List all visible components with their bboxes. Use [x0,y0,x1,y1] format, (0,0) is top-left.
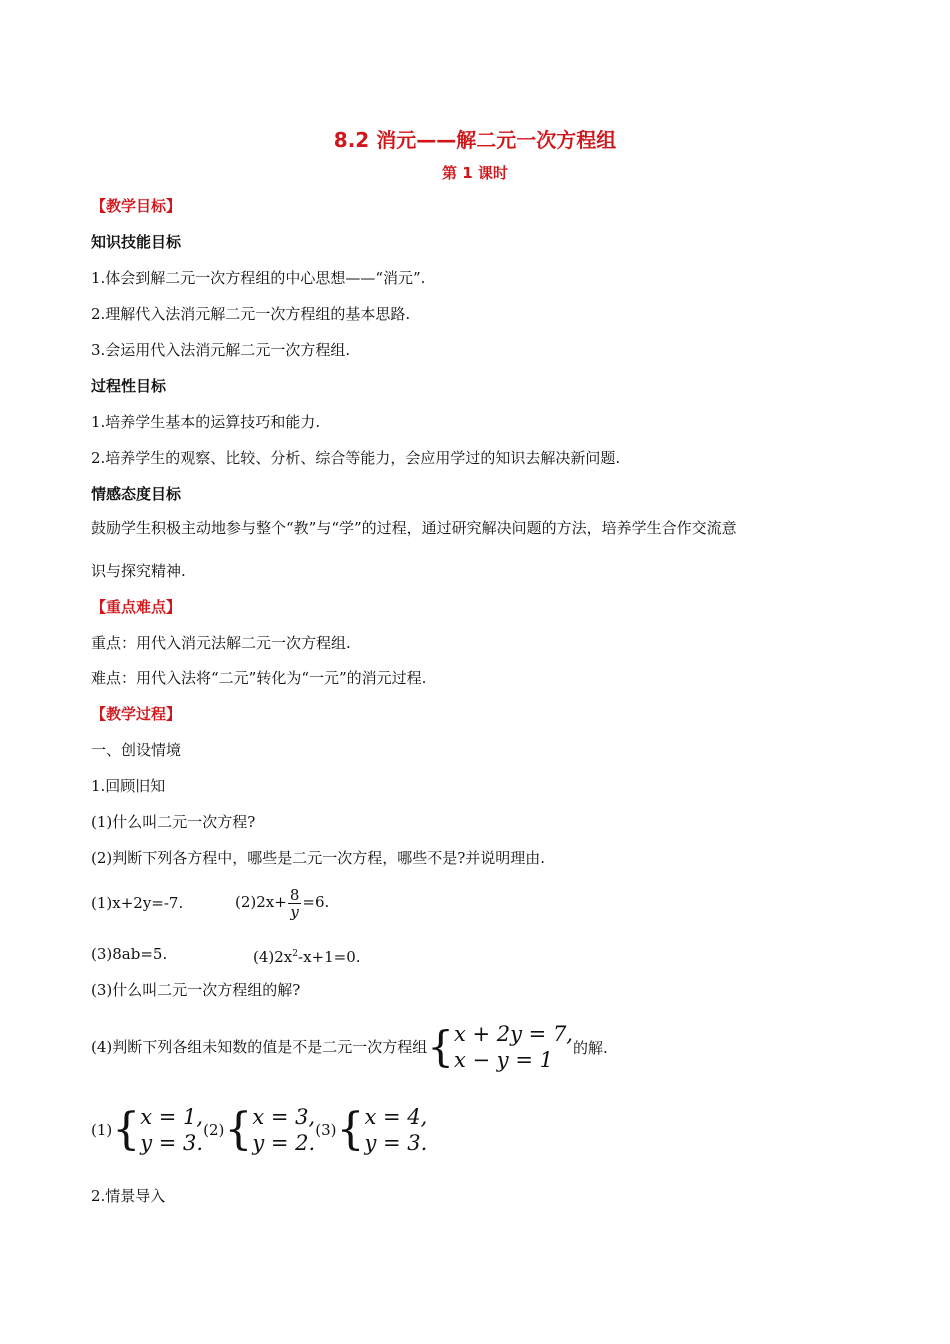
question-2: (2)判断下列各方程中，哪些是二元一次方程，哪些不是?并说明理由. [91,849,546,867]
option-label: (3) [315,1121,337,1139]
emotion-text: 识与探究精神. [91,562,186,580]
system-row: x = 3, [252,1105,316,1129]
emotion-heading: 情感态度目标 [91,485,182,503]
review-heading: 1.回顾旧知 [91,777,166,795]
section-heading-teaching-process: 【教学过程】 [91,705,182,723]
knowledge-item: 3.会运用代入法消元解二元一次方程组. [91,341,351,359]
system-row: x + 2y = 7, [453,1022,573,1046]
equation-1: (1)x+2y=-7. [91,894,184,912]
equation-2 [235,880,329,924]
equation-4-suffix: -x+1=0. [298,948,361,966]
system-rows [140,1104,203,1156]
equation-4-prefix: (4)2x [253,948,293,966]
fraction-denominator: y [290,902,299,921]
knowledge-heading: 知识技能目标 [91,233,182,251]
option-system [224,1104,315,1156]
system-row: x = 1, [140,1105,204,1129]
section-heading-teaching-goals: 【教学目标】 [91,197,182,215]
system-row: y = 2. [252,1131,316,1155]
fraction-numerator: 8 [289,885,300,904]
question-4-suffix: 的解. [572,1039,608,1057]
section-heading-key-points: 【重点难点】 [91,598,182,616]
key-point: 重点：用代入消元法解二元一次方程组. [91,634,351,652]
left-brace: { [427,1022,454,1071]
part-heading: 一、创设情境 [91,741,182,759]
process-heading: 过程性目标 [91,377,167,395]
option-label: (2) [203,1121,225,1139]
question-1: (1)什么叫二元一次方程? [91,813,256,831]
system-row: y = 3. [364,1131,428,1155]
equation-2-prefix: (2)2x+ [235,893,287,911]
equation-3: (3)8ab=5. [91,945,168,963]
lesson-subtitle: 第 1 课时 [442,164,508,182]
option-system [112,1104,203,1156]
knowledge-item: 2.理解代入法消元解二元一次方程组的基本思路. [91,305,411,323]
hard-point: 难点：用代入法将“二元”转化为“一元”的消元过程. [91,669,427,687]
equation-4 [253,944,361,967]
process-item: 1.培养学生基本的运算技巧和能力. [91,413,321,431]
question-4-prefix: (4)判断下列各组未知数的值是不是二元一次方程组 [91,1038,428,1056]
system-row: x − y = 1 [453,1048,553,1072]
question-4 [91,1018,608,1076]
left-brace: { [224,1104,253,1155]
process-item: 2.培养学生的观察、比较、分析、综合等能力，会应用学过的知识去解决新问题. [91,449,621,467]
system-rows [454,1021,573,1073]
question-3: (3)什么叫二元一次方程组的解? [91,981,301,999]
page-title: 8.2 消元——解二元一次方程组 [333,128,617,152]
system-rows [364,1104,427,1156]
equation-2-suffix: =6. [302,893,330,911]
option-label: (1) [91,1121,113,1139]
left-brace: { [336,1104,365,1155]
left-brace: { [112,1104,141,1155]
system-row: y = 3. [140,1131,204,1155]
candidate-solutions [91,1100,427,1160]
equation-4-exponent: 2 [292,949,298,959]
system-row: x = 4, [364,1105,428,1129]
fraction [288,887,302,920]
intro-heading: 2.情景导入 [91,1187,166,1205]
system-rows [252,1104,315,1156]
option-system [336,1104,427,1156]
equation-system [427,1021,573,1073]
emotion-text: 鼓励学生积极主动地参与整个“教”与“学”的过程，通过研究解决问题的方法，培养学生合作交流意 [91,519,737,537]
knowledge-item: 1.体会到解二元一次方程组的中心思想——“消元”. [91,269,426,287]
